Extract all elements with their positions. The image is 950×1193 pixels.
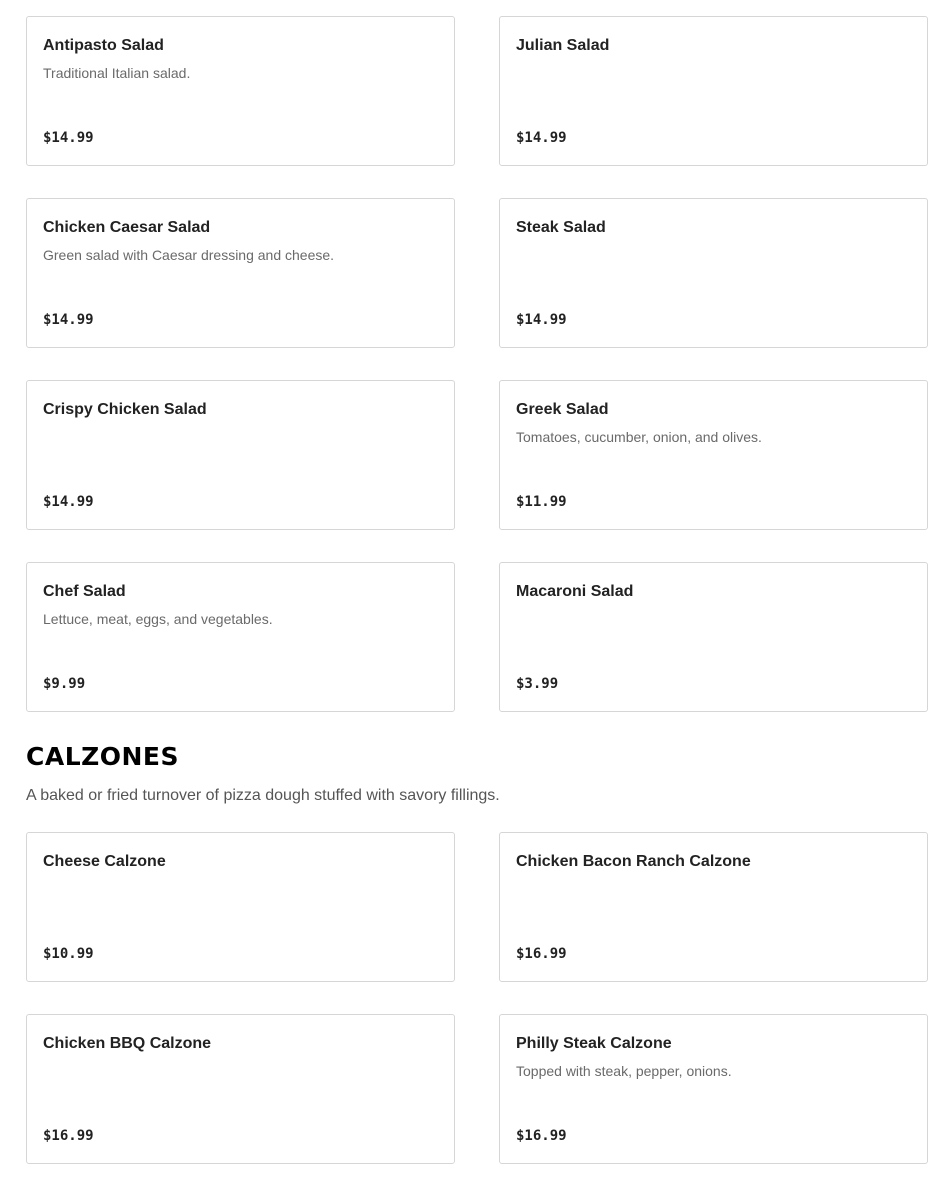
menu-item-card[interactable] [499,380,928,530]
menu-item-card[interactable] [26,562,455,712]
menu-item-card[interactable] [499,832,928,982]
menu-item-price: $16.99 [516,1128,567,1144]
menu-item-name: Greek Salad [516,401,609,418]
menu-item-card[interactable] [26,1014,455,1164]
calzones-grid [26,832,928,1164]
menu-item-card[interactable] [499,198,928,348]
menu-item-card[interactable] [499,562,928,712]
menu-item-description: Green salad with Caesar dressing and cheese. [43,247,335,263]
menu-item-name: Julian Salad [516,37,610,54]
menu-item-name: Chicken Bacon Ranch Calzone [516,853,751,870]
menu-item-name: Cheese Calzone [43,853,166,870]
salads-grid [26,16,928,712]
menu-item-price: $14.99 [43,312,94,328]
section-description: A baked or fried turnover of pizza dough stuffed with savory fillings. [26,787,500,804]
menu-item-price: $11.99 [516,494,567,510]
menu-item-name: Chef Salad [43,583,126,600]
menu-item-name: Steak Salad [516,219,606,236]
menu-item-description: Traditional Italian salad. [43,65,191,81]
menu-item-name: Philly Steak Calzone [516,1035,672,1052]
menu-item-price: $9.99 [43,676,86,692]
menu-item-name: Chicken Caesar Salad [43,219,211,236]
menu-item-price: $14.99 [516,312,567,328]
menu-item-description: Lettuce, meat, eggs, and vegetables. [43,611,273,627]
menu-item-price: $14.99 [43,494,94,510]
menu-item-price: $10.99 [43,946,94,962]
menu-item-description: Topped with steak, pepper, onions. [516,1063,732,1079]
menu-item-card[interactable] [499,1014,928,1164]
menu-item-card[interactable] [26,16,455,166]
menu-item-card[interactable] [499,16,928,166]
menu-item-price: $14.99 [516,130,567,146]
menu-item-name: Antipasto Salad [43,37,164,54]
menu-item-price: $3.99 [516,676,559,692]
menu-item-name: Chicken BBQ Calzone [43,1035,212,1052]
menu-item-card[interactable] [26,832,455,982]
menu-item-description: Tomatoes, cucumber, onion, and olives. [516,429,762,445]
menu-item-price: $16.99 [43,1128,94,1144]
menu-item-price: $14.99 [43,130,94,146]
menu-item-card[interactable] [26,198,455,348]
menu-item-name: Crispy Chicken Salad [43,401,207,418]
menu-item-price: $16.99 [516,946,567,962]
menu-item-card[interactable] [26,380,455,530]
section-title: CALZONES [26,742,180,771]
menu-item-name: Macaroni Salad [516,583,634,600]
